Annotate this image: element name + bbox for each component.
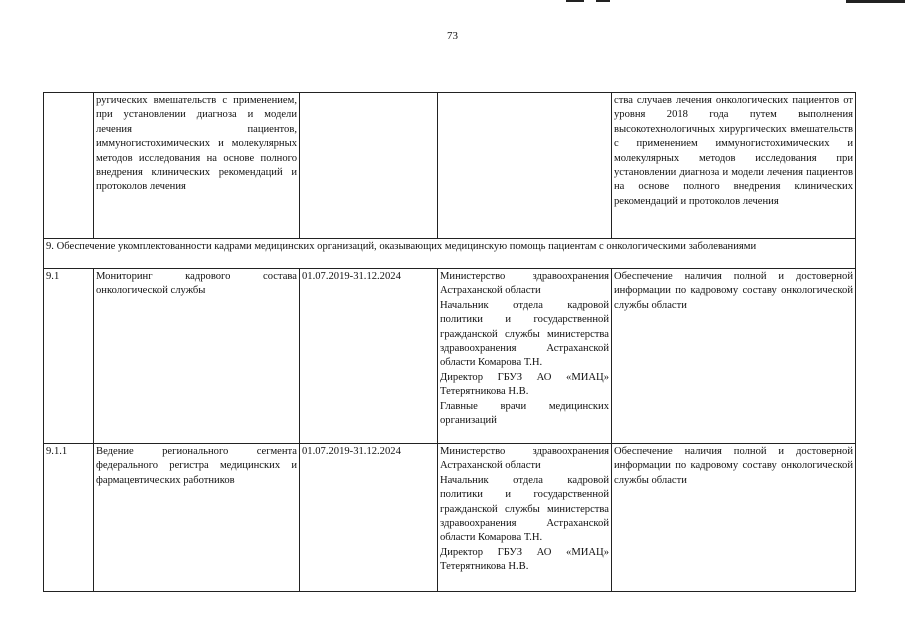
- responsible-entry: Министерство здравоохранения Астраханской области: [440, 271, 609, 297]
- scan-artifact: [846, 0, 905, 3]
- cell-event: ругических вмешательств с применением, при установлении диагноза и модели лечения пациентов, иммуногистохимических и молекулярных методов исследования на основе полного внедрения клинических рекомендаций и протоколов лечения: [94, 93, 300, 239]
- cell-number: 9.1.1: [44, 444, 94, 592]
- cell-period: 01.07.2019-31.12.2024: [300, 444, 438, 592]
- responsible-entry: Главные врачи медицинских организаций: [440, 400, 609, 427]
- cell-responsible: [438, 444, 612, 592]
- measures-table: [43, 92, 856, 592]
- cell-event: Ведение регионального сегмента федерального регистра медицинских и фармацевтических работников: [94, 444, 300, 592]
- page-number: 73: [447, 30, 458, 42]
- cell-number: 9.1: [44, 269, 94, 444]
- section-row: [44, 239, 856, 269]
- responsible-entry: Начальник отдела кадровой политики и государственной гражданской службы министерства здравоохранения Астраханской области Комарова Т.Н.: [440, 299, 609, 369]
- scan-artifact: [566, 0, 584, 2]
- responsible-entry: Директор ГБУЗ АО «МИАЦ» Тетерятникова Н.В.: [440, 546, 609, 573]
- cell-result: ства случаев лечения онкологических пациентов от уровня 2018 года путем выполнения высокотехнологичных хирургических вмешательств с применением иммуногистохимических и молекулярных методов исследования при установлении диагноза и модели лечения пациентов на основе полного внедрения клинических рекомендаций и протоколов лечения: [612, 93, 856, 239]
- responsible-entry: Директор ГБУЗ АО «МИАЦ» Тетерятникова Н.В.: [440, 371, 609, 398]
- cell-event: Мониторинг кадрового состава онкологической службы: [94, 269, 300, 444]
- cell-period: [300, 93, 438, 239]
- cell-number: [44, 93, 94, 239]
- responsible-entry: Начальник отдела кадровой политики и государственной гражданской службы министерства здравоохранения Астраханской области Комарова Т.Н.: [440, 474, 609, 544]
- cell-period: 01.07.2019-31.12.2024: [300, 269, 438, 444]
- table-row: [44, 444, 856, 592]
- section-heading: 9. Обеспечение укомплектованности кадрами медицинских организаций, оказывающих медицинскую помощь пациентам с онкологическими заболеваниями: [44, 239, 856, 269]
- cell-responsible: [438, 269, 612, 444]
- table-row: [44, 269, 856, 444]
- table-row: [44, 93, 856, 239]
- scan-artifact: [596, 0, 610, 2]
- cell-responsible: [438, 93, 612, 239]
- cell-result: Обеспечение наличия полной и достоверной информации по кадровому составу онкологической службы области: [612, 269, 856, 444]
- cell-result: Обеспечение наличия полной и достоверной информации по кадровому составу онкологической службы области: [612, 444, 856, 592]
- responsible-entry: Министерство здравоохранения Астраханской области: [440, 446, 609, 472]
